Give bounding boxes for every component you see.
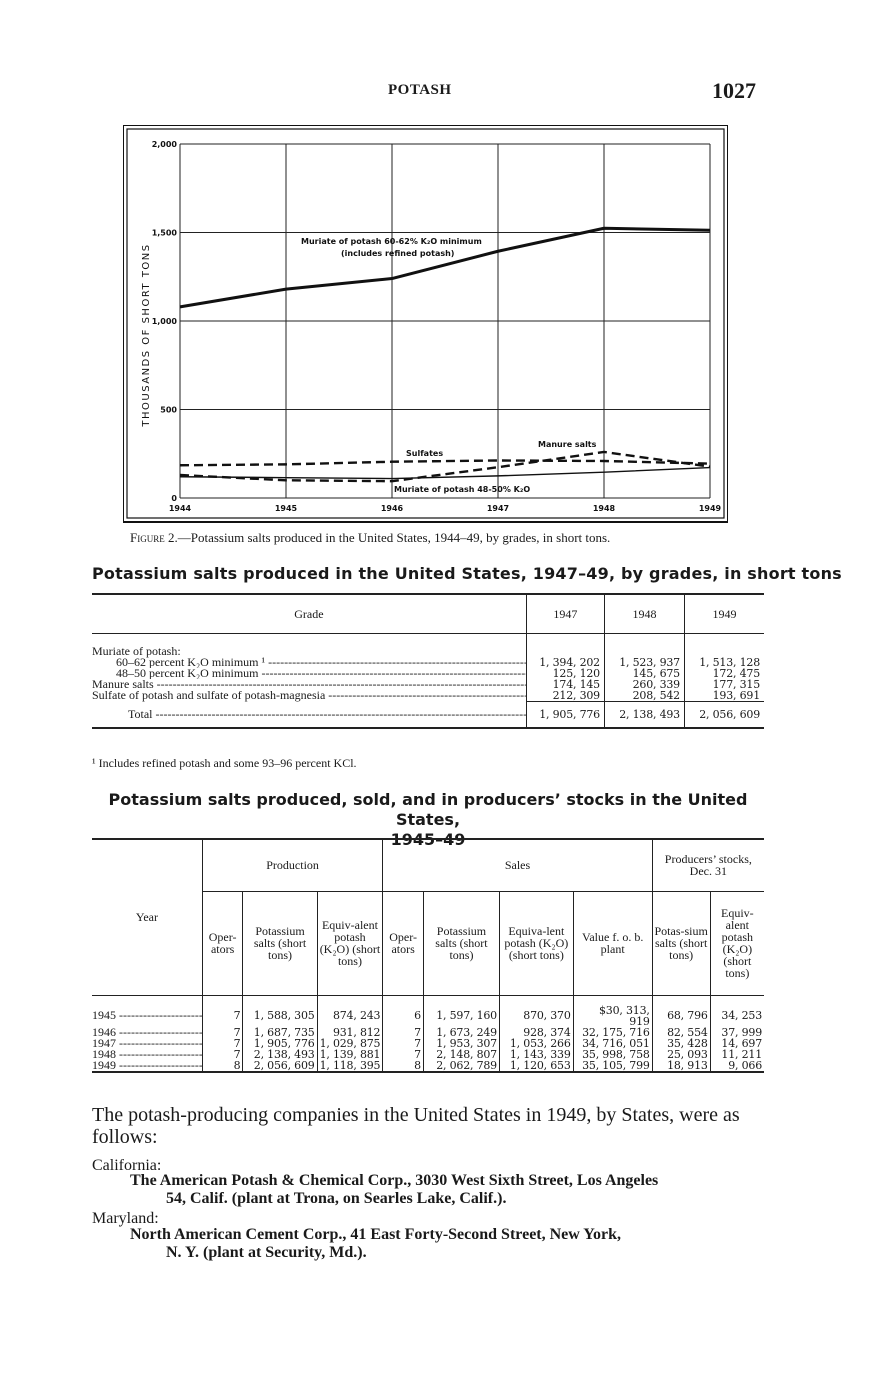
chart-series-line	[180, 468, 710, 479]
table2-title-line1: Potassium salts produced, sold, and in producers’ stocks in the United States,	[108, 790, 748, 829]
state-heading-california: California:	[92, 1157, 162, 1174]
table2-group-stocks: Producers’ stocks, Dec. 31	[652, 839, 764, 891]
table-cell: 212, 309	[526, 690, 604, 702]
label-muriate-60-62-line1: Muriate of potash 60-62% K₂O minimum	[301, 237, 482, 246]
label-manure-salts: Manure salts	[538, 440, 597, 449]
table2-year-label: 1946	[92, 1026, 116, 1038]
table-cell: 11, 211	[710, 1049, 764, 1060]
table-cell: 260, 339	[604, 679, 684, 690]
figure-caption-label: Figure 2.	[130, 530, 178, 545]
label-muriate-48-50: Muriate of potash 48-50% K₂O	[394, 485, 531, 494]
figure-caption-text: —Potassium salts produced in the United States, 1944–49, by grades, in short tons.	[177, 530, 611, 545]
table-cell: 177, 315	[684, 679, 764, 690]
table2-col-s-oper: Oper-ators	[383, 891, 424, 995]
table-row	[92, 1060, 764, 1072]
table-cell: 1, 588, 305	[243, 1005, 317, 1027]
table-cell: 7	[383, 1027, 424, 1038]
table-cell: 34, 253	[710, 1005, 764, 1027]
company-line1: The American Potash & Chemical Corp., 3030 West Sixth Street, Los Angeles	[130, 1172, 659, 1189]
table-cell: 1, 118, 395	[317, 1060, 383, 1072]
intro-paragraph: The potash-producing companies in the United States in 1949, by States, were as follows:	[92, 1104, 740, 1148]
table-cell: 145, 675	[604, 668, 684, 679]
chart-x-tick-label: 1947	[486, 504, 510, 513]
table-cell: 1, 394, 202	[526, 657, 604, 668]
table-row-total	[92, 702, 764, 728]
chart-y-tick-label: 500	[160, 405, 177, 415]
table-cell: 1, 053, 266	[499, 1038, 573, 1049]
chart-y-tick-label: 0	[171, 494, 177, 503]
chart-x-tick-label: 1946	[380, 504, 404, 513]
table-cell: 7	[383, 1049, 424, 1060]
label-muriate-60-62-line2: (includes refined potash)	[341, 249, 455, 258]
table2-title-line2: 1945–49	[390, 830, 466, 849]
running-title: POTASH	[388, 82, 452, 98]
table1-total-label: Total	[128, 706, 153, 721]
figure-caption	[130, 530, 830, 546]
table-cell: 172, 475	[684, 668, 764, 679]
chart-y-tick-label: 2,000	[151, 140, 177, 149]
chart-x-tick-label: 1949	[698, 504, 722, 513]
company-line2: 54, Calif. (plant at Trona, on Searles Lake, Calif.).	[166, 1190, 507, 1207]
table1-col-1949: 1949	[684, 594, 764, 634]
table-cell: 2, 062, 789	[423, 1060, 499, 1072]
table-cell: 8	[383, 1060, 424, 1072]
table-cell: 14, 697	[710, 1038, 764, 1049]
table2-year-label: 1945	[92, 1008, 116, 1022]
table1-header-row	[92, 594, 764, 634]
table2-col-year: Year	[92, 839, 202, 995]
table2-year-label: 1947	[92, 1037, 116, 1049]
table-cell: 7	[202, 1049, 243, 1060]
table1-row-label: Manure salts	[92, 679, 154, 690]
table-cell: 931, 812	[317, 1027, 383, 1038]
table-cell: 7	[202, 1027, 243, 1038]
table2-col-p-oper: Oper-ators	[202, 891, 243, 995]
y-axis-label: THOUSANDS OF SHORT TONS	[141, 243, 152, 427]
table-cell: 1, 905, 776	[526, 702, 604, 728]
table1-row-label: 60–62 percent K₂O minimum ¹	[116, 657, 266, 668]
chart-x-tick-label: 1948	[592, 504, 616, 513]
table1-col-grade: Grade	[92, 594, 526, 634]
table-cell: 2, 056, 609	[684, 702, 764, 728]
table1-col-1948: 1948	[604, 594, 684, 634]
table-cell: 174, 145	[526, 679, 604, 690]
table2-year-cell	[92, 1060, 202, 1072]
chart-series-line	[180, 460, 710, 465]
table2-year-cell	[92, 1005, 202, 1027]
chart-grid	[180, 144, 710, 498]
table-cell: 8	[202, 1060, 243, 1072]
table-cell: 68, 796	[652, 1005, 710, 1027]
table1-footnote: ¹ Includes refined potash and some 93–96 percent KCl.	[92, 756, 357, 770]
table-cell: 1, 597, 160	[423, 1005, 499, 1027]
table2-header-groups	[92, 839, 764, 891]
table-cell: 1, 143, 339	[499, 1049, 573, 1060]
table2-year-cell	[92, 1027, 202, 1038]
table-cell: 1, 687, 735	[243, 1027, 317, 1038]
table2-group-production: Production	[202, 839, 383, 891]
chart-x-tick-label: 1944	[168, 504, 192, 513]
table2-year-label: 1948	[92, 1048, 116, 1060]
table-cell: 1, 953, 307	[423, 1038, 499, 1049]
table-cell: 193, 691	[684, 690, 764, 702]
table2-body	[92, 995, 764, 1072]
company-line2: N. Y. (plant at Security, Md.).	[166, 1244, 367, 1261]
table-cell: 7	[202, 1038, 243, 1049]
table-cell: 7	[202, 1005, 243, 1027]
table-cell: 2, 148, 807	[423, 1049, 499, 1060]
table-cell: 2, 138, 493	[243, 1049, 317, 1060]
state-heading-maryland: Maryland:	[92, 1210, 159, 1227]
table-cell: 7	[383, 1038, 424, 1049]
table-cell: 1, 139, 881	[317, 1049, 383, 1060]
table2	[92, 838, 764, 1073]
table-cell: 2, 138, 493	[604, 702, 684, 728]
table-cell: 82, 554	[652, 1027, 710, 1038]
table1	[92, 593, 764, 729]
chart-y-tick-label: 1,500	[151, 228, 177, 238]
table1-col-1947: 1947	[526, 594, 604, 634]
chart-x-tick-label: 1945	[274, 504, 298, 513]
figure-chart	[123, 125, 728, 525]
table-cell: $30, 313, 919	[573, 1005, 652, 1027]
table-cell: 1, 029, 875	[317, 1038, 383, 1049]
table-cell: 1, 673, 249	[423, 1027, 499, 1038]
company-entry-california	[130, 1172, 764, 1208]
table-cell: 2, 056, 609	[243, 1060, 317, 1072]
table2-col-s-value: Value f. o. b. plant	[573, 891, 652, 995]
table1-row-label: Sulfate of potash and sulfate of potash-magnesia	[92, 690, 326, 702]
table-cell: 870, 370	[499, 1005, 573, 1027]
table-row	[92, 1038, 764, 1049]
table-row	[92, 1049, 764, 1060]
table2-group-sales: Sales	[383, 839, 652, 891]
table-row	[92, 1005, 764, 1027]
table-cell: 125, 120	[526, 668, 604, 679]
table-cell: 928, 374	[499, 1027, 573, 1038]
table-row	[92, 690, 764, 702]
table2-col-k-salts: Potas-sium salts (short tons)	[652, 891, 710, 995]
table2-year-cell	[92, 1038, 202, 1049]
table-cell: 37, 999	[710, 1027, 764, 1038]
table-cell: 34, 716, 051	[573, 1038, 652, 1049]
table1-row-label: 48–50 percent K₂O minimum	[116, 668, 259, 679]
table-cell: 9, 066	[710, 1060, 764, 1072]
company-line1: North American Cement Corp., 41 East Forty-Second Street, New York,	[130, 1226, 622, 1243]
chart-inner-frame	[127, 129, 724, 518]
table-cell: 35, 428	[652, 1038, 710, 1049]
table2-col-p-salts: Potassium salts (short tons)	[243, 891, 317, 995]
table-cell: 18, 913	[652, 1060, 710, 1072]
table-row	[92, 1027, 764, 1038]
chart-y-tick-label: 1,000	[151, 317, 177, 326]
table2-col-s-salts: Potassium salts (short tons)	[423, 891, 499, 995]
table2-col-p-equiv: Equiv-alent potash (K₂O) (short tons)	[317, 891, 383, 995]
table-cell: 35, 105, 799	[573, 1060, 652, 1072]
chart-series	[180, 228, 710, 481]
table-cell: 35, 998, 758	[573, 1049, 652, 1060]
table-cell: 208, 542	[604, 690, 684, 702]
table-cell: 1, 513, 128	[684, 657, 764, 668]
table1-title: Potassium salts produced in the United States, 1947–49, by grades, in short tons	[92, 564, 842, 583]
table2-col-s-equiv: Equiva-lent potash (K₂O) (short tons)	[499, 891, 573, 995]
company-entry-maryland	[130, 1226, 764, 1262]
table-cell: 6	[383, 1005, 424, 1027]
table2-year-cell	[92, 1049, 202, 1060]
table-cell: 1, 523, 937	[604, 657, 684, 668]
table-cell: 1, 120, 653	[499, 1060, 573, 1072]
table2-col-k-equiv: Equiv-alent potash (K₂O) (short tons)	[710, 891, 764, 995]
table-cell: 25, 093	[652, 1049, 710, 1060]
table2-year-label: 1949	[92, 1059, 116, 1072]
page-number: 1027	[712, 78, 756, 103]
table-cell: 1, 905, 776	[243, 1038, 317, 1049]
table-cell: 874, 243	[317, 1005, 383, 1027]
table-cell: 32, 175, 716	[573, 1027, 652, 1038]
label-sulfates: Sulfates	[406, 449, 444, 458]
table1-group-label: Muriate of potash:	[92, 644, 181, 658]
